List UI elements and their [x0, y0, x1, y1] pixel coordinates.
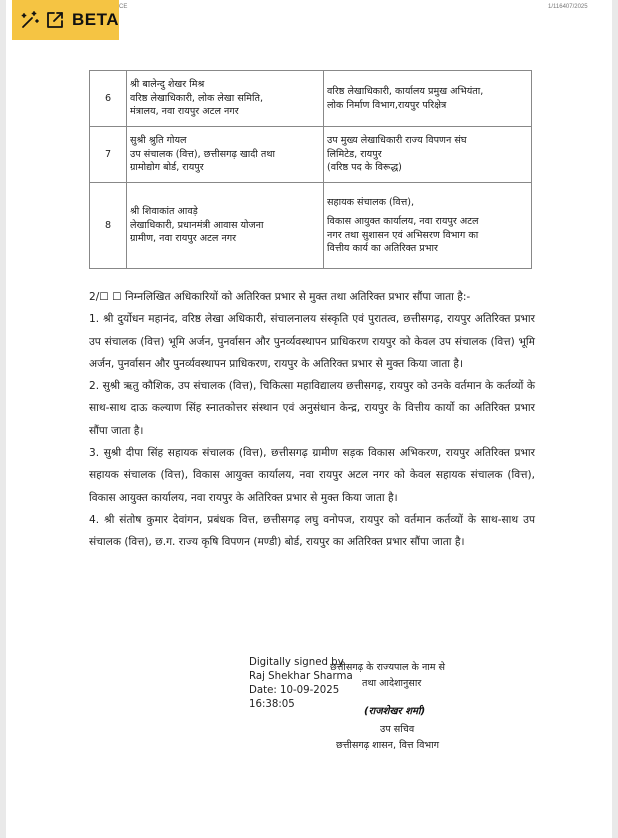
order-body [89, 286, 535, 554]
open-external-icon[interactable] [44, 8, 65, 32]
document-number: 1/116407/2025 [548, 4, 588, 10]
cell-line: विकास आयुक्त कार्यालय, नवा रायपुर अटल [327, 216, 479, 227]
cell-line: सुश्री श्रुति गोयल [130, 135, 187, 147]
cell-line: श्री शिवाकांत आवड़े [130, 206, 198, 218]
order-item-1: 1. श्री दुर्योधन महानंद, वरिष्ठ लेखा अधिकारी, संचालनालय संस्कृति एवं पुरातत्व, छत्तीसगढ़, रायपुर अतिरिक्त प्रभार उप संचालक (वित्त) भूमि अर्जन, पुनर्वासन और पुनर्व्यवस्थापन प्राधिकरण रायपुर को केवल उप संचालक (वित्त) भूमि अर्जन, पुनर्वासन और पुनर्व्यवस्थापन प्राधिकरण, रायपुर के अतिरिक्त प्रभार से मुक्त किया जाता है। [89, 313, 535, 370]
serial-number: 8 [90, 183, 127, 269]
officer-cell [127, 127, 324, 183]
beta-label: BETA [71, 10, 119, 29]
cell-line: नगर तथा सुशासन एवं अभिसरण विभाग का [327, 229, 479, 241]
signatory-department: छत्तीसगढ़ शासन, वित्त विभाग [336, 740, 440, 751]
cell-line: उप मुख्य लेखाधिकारी राज्य विपणन संघ [327, 135, 467, 147]
signatory-designation: उप सचिव [380, 724, 415, 735]
officer-table [89, 70, 532, 269]
intro-paragraph: 2/☐ ☐ निम्नलिखित अधिकारियों को अतिरिक्त प्रभार से मुक्त तथा अतिरिक्त प्रभार सौंपा जाता है:- [89, 291, 471, 303]
digital-signature-line: Digitally signed by [249, 657, 344, 668]
cell-line: मंत्रालय, नवा रायपुर अटल नगर [130, 106, 239, 118]
signatory-name: (राजशेखर शर्मा) [364, 706, 426, 717]
cell-line: ग्रामीण, नवा रायपुर अटल नगर [130, 233, 237, 245]
order-item-3: 3. सुश्री दीपा सिंह सहायक संचालक (वित्त), छत्तीसगढ़ ग्रामीण सड़क विकास अभिकरण, रायपुर अतिरिक्त प्रभार सहायक संचालक (वित्त), विकास आयुक्त कार्यालय, नवा रायपुर अटल नगर को केवल सहायक संचालक (वित्त), विकास आयुक्त कार्यालय, नवा रायपुर के अतिरिक्त प्रभार से मुक्त किया जाता है। [89, 447, 535, 504]
order-line-2: तथा आदेशानुसार [362, 678, 422, 689]
table-row [90, 71, 532, 127]
charge-cell [324, 183, 532, 269]
cell-line: लेखाधिकारी, प्रधानमंत्री आवास योजना [130, 219, 264, 231]
cell-line: वरिष्ठ लेखाधिकारी, कार्यालय प्रमुख अभियंता, [327, 86, 484, 97]
officer-cell [127, 71, 324, 127]
charge-cell [324, 71, 532, 127]
digital-signature-block [249, 656, 353, 712]
order-line-1: छत्तीसगढ़ के राज्यपाल के नाम से [330, 662, 446, 673]
table-row [90, 183, 532, 269]
cell-line: ग्रामोद्योग बोर्ड, रायपुर [130, 162, 204, 174]
order-item-4: 4. श्री संतोष कुमार देवांगन, प्रबंधक वित्त, छत्तीसगढ़ लघु वनोपज, रायपुर को वर्तमान कर्तव्यों के साथ-साथ उप संचालक (वित्त), छ.ग. राज्य कृषि विपणन (मण्डी) बोर्ड, रायपुर का अतिरिक्त प्रभार सौंपा जाता है। [89, 513, 535, 549]
cell-line: वित्तीय कार्य का अतिरिक्त प्रभार [327, 243, 438, 254]
header-cropped-text: CE [119, 4, 128, 10]
cell-line: लोक निर्माण विभाग,रायपुर परिक्षेत्र [327, 99, 447, 111]
cell-line: उप संचालक (वित्त), छत्तीसगढ़ खादी तथा [130, 148, 275, 160]
magic-wand-icon[interactable] [19, 8, 40, 32]
digital-signature-line: 16:38:05 [249, 699, 295, 710]
beta-badge[interactable] [12, 0, 119, 40]
serial-number: 7 [90, 127, 127, 183]
cell-line: श्री बालेन्दु शेखर मिश्र [130, 79, 205, 91]
table-row [90, 127, 532, 183]
serial-number: 6 [90, 71, 127, 127]
cell-line: लिमिटेड, रायपुर [327, 148, 382, 160]
cell-line: (वरिष्ठ पद के विरूद्ध) [327, 162, 402, 174]
cell-line: सहायक संचालक (वित्त), [327, 196, 415, 208]
cell-line: वरिष्ठ लेखाधिकारी, लोक लेखा समिति, [130, 92, 264, 104]
digital-signature-line: Raj Shekhar Sharma [249, 671, 353, 682]
order-item-2: 2. सुश्री ऋतु कौशिक, उप संचालक (वित्त), चिकित्सा महाविद्यालय छत्तीसगढ़, रायपुर को उनके वर्तमान के कर्तव्यों के साथ-साथ दाऊ कल्याण सिंह स्नातकोत्तर संस्थान एवं अनुसंधान केन्द्र, रायपुर के वित्तीय कार्यो का अतिरिक्त प्रभार सौंपा जाता है। [89, 380, 535, 437]
charge-cell [324, 127, 532, 183]
digital-signature-line: Date: 10-09-2025 [249, 685, 340, 696]
officer-cell [127, 183, 324, 269]
